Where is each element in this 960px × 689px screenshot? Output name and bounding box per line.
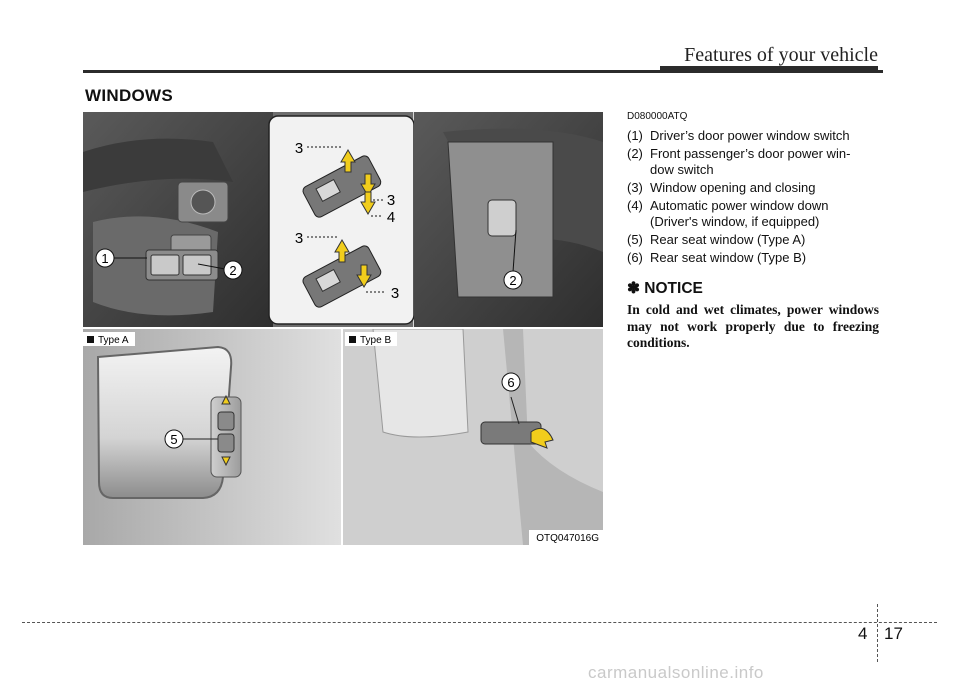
header-tab-bar bbox=[660, 66, 878, 73]
item-number: (3) bbox=[627, 180, 643, 195]
callout-6: 6 bbox=[507, 375, 515, 390]
callout-2-left: 2 bbox=[229, 263, 237, 278]
list-item bbox=[627, 128, 879, 144]
item-text: Rear seat window (Type A) bbox=[650, 232, 806, 247]
passenger-door-panel bbox=[414, 112, 603, 327]
item-text: Driver’s door power window switch bbox=[650, 128, 850, 143]
window-text-column bbox=[627, 111, 879, 352]
item-number: (4) bbox=[627, 198, 643, 213]
list-item bbox=[627, 180, 879, 196]
page-number: 17 bbox=[884, 624, 903, 643]
list-item bbox=[627, 232, 879, 248]
item-continuation: (Driver's window, if equipped) bbox=[650, 214, 820, 229]
list-item bbox=[627, 250, 879, 266]
legend-list bbox=[627, 128, 879, 266]
item-text: Window opening and closing bbox=[650, 180, 816, 195]
figure-code: OTQ047016G bbox=[536, 533, 599, 544]
notice-heading: ✽ NOTICE bbox=[627, 280, 703, 297]
watermark: carmanualsonline.info bbox=[588, 663, 764, 682]
callout-3-bottom: 3 bbox=[390, 285, 400, 302]
item-text: Front passenger’s door power win- bbox=[650, 146, 851, 161]
footer-rule bbox=[22, 622, 937, 623]
item-number: (5) bbox=[627, 232, 643, 247]
chapter-number: 4 bbox=[858, 624, 868, 643]
callout-3-lower: 3 bbox=[294, 230, 304, 247]
footer-divider bbox=[877, 604, 878, 662]
item-number: (2) bbox=[627, 146, 643, 161]
item-number: (6) bbox=[627, 250, 643, 265]
item-text: Automatic power window down bbox=[650, 198, 829, 213]
driver-door-panel bbox=[83, 112, 273, 327]
content-code: D080000ATQ bbox=[627, 111, 688, 122]
windows-illustration bbox=[83, 112, 603, 545]
item-continuation: dow switch bbox=[650, 162, 714, 177]
callout-1: 1 bbox=[101, 251, 109, 266]
rear-window-type-a bbox=[83, 329, 341, 545]
section-title: WINDOWS bbox=[85, 86, 174, 105]
item-text: Rear seat window (Type B) bbox=[650, 250, 807, 265]
list-item bbox=[627, 146, 879, 178]
list-item bbox=[627, 198, 879, 230]
type-b-label: Type B bbox=[360, 335, 392, 346]
callout-3-mid: 3 bbox=[386, 192, 396, 209]
item-number: (1) bbox=[627, 128, 643, 143]
rear-window-type-b bbox=[343, 329, 603, 545]
notice-body: In cold and wet climates, power windows may not work properly due to freezing conditions. bbox=[627, 302, 879, 350]
type-a-label: Type A bbox=[98, 335, 129, 346]
callout-2-right: 2 bbox=[509, 273, 517, 288]
callout-4: 4 bbox=[386, 209, 396, 226]
callout-3-top: 3 bbox=[294, 140, 304, 157]
callout-5: 5 bbox=[170, 432, 178, 447]
running-header: Features of your vehicle bbox=[684, 44, 878, 66]
